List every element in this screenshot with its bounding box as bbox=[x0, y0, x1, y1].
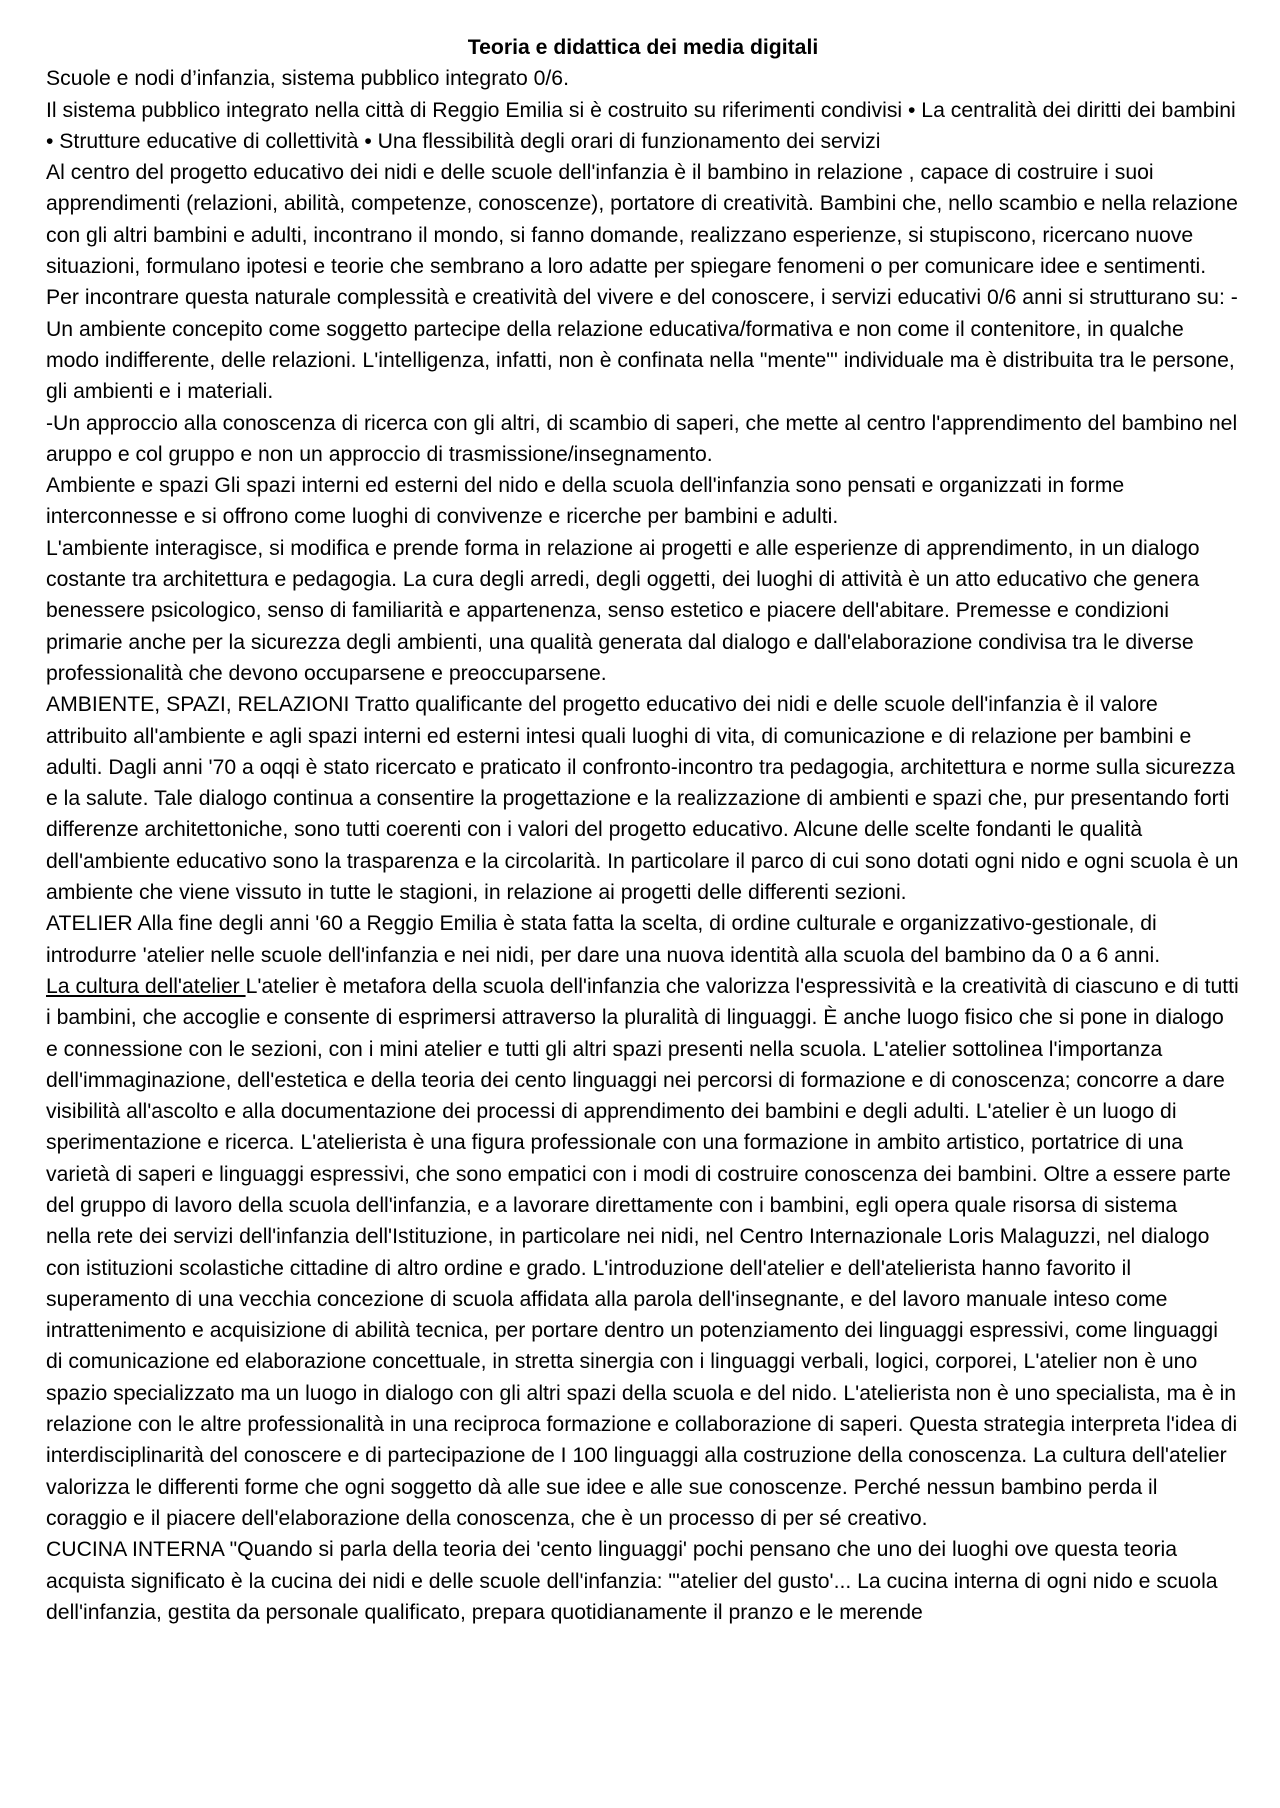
paragraph: ATELIER Alla fine degli anni '60 a Reggio Emilia è stata fatta la scelta, di ordine culturale e organizzativo-gestionale, di introdurre 'atelier nelle scuole dell'infanzia e nei nidi, per dare una nuova identità alla scuola del bambino da 0 a 6 anni. bbox=[46, 912, 1161, 967]
paragraph: Il sistema pubblico integrato nella città di Reggio Emilia si è costruito su riferimenti condivisi • La centralità dei diritti dei bambini • Strutture educative di collettività • Una flessibilità degli orari di funzionamento dei servizi bbox=[46, 98, 1236, 153]
paragraph: Ambiente e spazi Gli spazi interni ed esterni del nido e della scuola dell'infanzia sono pensati e organizzati in forme interconnesse e si offrono come luoghi di convivenze e ricerche per bambini e adulti. bbox=[46, 474, 1125, 529]
document-title: Teoria e didattica dei media digitali bbox=[467, 36, 819, 59]
atelier-heading: La cultura dell'atelier bbox=[46, 974, 246, 998]
atelier-paragraph bbox=[46, 971, 1240, 1221]
paragraph: -Un approccio alla conoscenza di ricerca con gli altri, di scambio di saperi, che mette al centro l'apprendimento del bambino nel aruppo e col gruppo e non un approccio di trasmissione/insegnamento. bbox=[46, 411, 1238, 466]
paragraph: nella rete dei servizi dell'infanzia dell'Istituzione, in particolare nei nidi, nel Centro Internazionale Loris Malaguzzi, nel dialogo con istituzioni scolastiche cittadine di altro ordine e grado. L'introduzione dell'atelier e dell'atelierista hanno favorito il superamento di una vecchia concezione di scuola affidata alla parola dell'insegnante, e del lavoro manuale inteso come intrattenimento e acquisizione di abilità tecnica, per portare dentro un potenziamento dei linguaggi espressivi, come linguaggi di comunicazione ed elaborazione concettuale, in stretta sinergia con i linguaggi verbali, logici, corporei, L'atelier non è uno spazio specializzato ma un luogo in dialogo con gli altri spazi della scuola e del nido. L'atelierista non è uno specialista, ma è in relazione con le altre professionalità in una reciproca formazione e collaborazione di saperi. Questa strategia interpreta l'idea di interdisciplinarità del conoscere e di partecipazione de I 100 linguaggi alla costruzione della conoscenza. La cultura dell'atelier valorizza le differenti forme che ogni soggetto dà alle sue idee e alle sue conoscenze. Perché nessun bambino perda il coraggio e il piacere dell'elaborazione della conoscenza, che è un processo di per sé creativo. bbox=[46, 1225, 1238, 1530]
paragraph: CUCINA INTERNA "Quando si parla della teoria dei 'cento linguaggi' pochi pensano che uno dei luoghi ove questa teoria acquista significato è la cucina dei nidi e delle scuole dell'infanzia: "'atelier del gusto'... La cucina interna di ogni nido e scuola dell'infanzia, gestita da personale qualificato, prepara quotidianamente il pranzo e le merende bbox=[46, 1538, 1218, 1624]
paragraph: Al centro del progetto educativo dei nidi e delle scuole dell'infanzia è il bambino in relazione , capace di costruire i suoi apprendimenti (relazioni, abilità, competenze, conoscenze), portatore di creatività. Bambini che, nello scambio e nella relazione con gli altri bambini e adulti, incontrano il mondo, si fanno domande, realizzano esperienze, si stupiscono, ricercano nuove situazioni, formulano ipotesi e teorie che sembrano a loro adatte per spiegare fenomeni o per comunicare idee e sentimenti. Per incontrare questa naturale complessità e creatività del vivere e del conoscere, i servizi educativi 0/6 anni si strutturano su: -Un ambiente concepito come soggetto partecipe della relazione educativa/formativa e non come il contenitore, in qualche modo indifferente, delle relazioni. L'intelligenza, infatti, non è confinata nella "mente"' individuale ma è distribuita tra le persone, gli ambienti e i materiali. bbox=[46, 161, 1238, 404]
atelier-text: L'atelier è metafora della scuola dell'infanzia che valorizza l'espressività e la creatività di ciascuno e di tutti i bambini, che accoglie e consente di esprimersi attraverso la pluralità di linguaggi. È anche luogo fisico che si pone in dialogo e connessione con le sezioni, con i mini atelier e tutti gli altri spazi presenti nella scuola. L'atelier sottolinea l'importanza dell'immaginazione, dell'estetica e della teoria dei cento linguaggi nei percorsi di formazione e di conoscenza; concorre a dare visibilità all'ascolto e alla documentazione dei processi di apprendimento dei bambini e degli adulti. L'atelier è un luogo di sperimentazione e ricerca. L'atelierista è una figura professionale con una formazione in ambito artistico, portatrice di una varietà di saperi e linguaggi espressivi, che sono empatici con i modi di costruire conoscenza dei bambini. Oltre a essere parte del gruppo di lavoro della scuola dell'infanzia, e a lavorare direttamente con i bambini, egli opera quale risorsa di sistema bbox=[46, 974, 1239, 1217]
document-body bbox=[46, 32, 1240, 1628]
paragraph: AMBIENTE, SPAZI, RELAZIONI Tratto qualificante del progetto educativo dei nidi e delle scuole dell'infanzia è il valore attribuito all'ambiente e agli spazi interni ed esterni intesi quali luoghi di vita, di comunicazione e di relazione per bambini e adulti. Dagli anni '70 a oqqi è stato ricercato e praticato il confronto-incontro tra pedagogia, architettura e norme sulla sicurezza e la salute. Tale dialogo continua a consentire la progettazione e la realizzazione di ambienti e spazi che, pur presentando forti differenze architettoniche, sono tutti coerenti con i valori del progetto educativo. Alcune delle scelte fondanti le qualità dell'ambiente educativo sono la trasparenza e la circolarità. In particolare il parco di cui sono dotati ogni nido e ogni scuola è un ambiente che viene vissuto in tutte le stagioni, in relazione ai progetti delle differenti sezioni. bbox=[46, 693, 1239, 905]
paragraph: Scuole e nodi d’infanzia, sistema pubblico integrato 0/6. bbox=[46, 67, 569, 91]
paragraph: L'ambiente interagisce, si modifica e prende forma in relazione ai progetti e alle esperienze di apprendimento, in un dialogo costante tra architettura e pedagogia. La cura degli arredi, degli oggetti, dei luoghi di attività è un atto educativo che genera benessere psicologico, senso di familiarità e appartenenza, senso estetico e piacere dell'abitare. Premesse e condizioni primarie anche per la sicurezza degli ambienti, una qualità generata dal dialogo e dall'elaborazione condivisa tra le diverse professionalità che devono occuparsene e preoccuparsene. bbox=[46, 536, 1200, 685]
